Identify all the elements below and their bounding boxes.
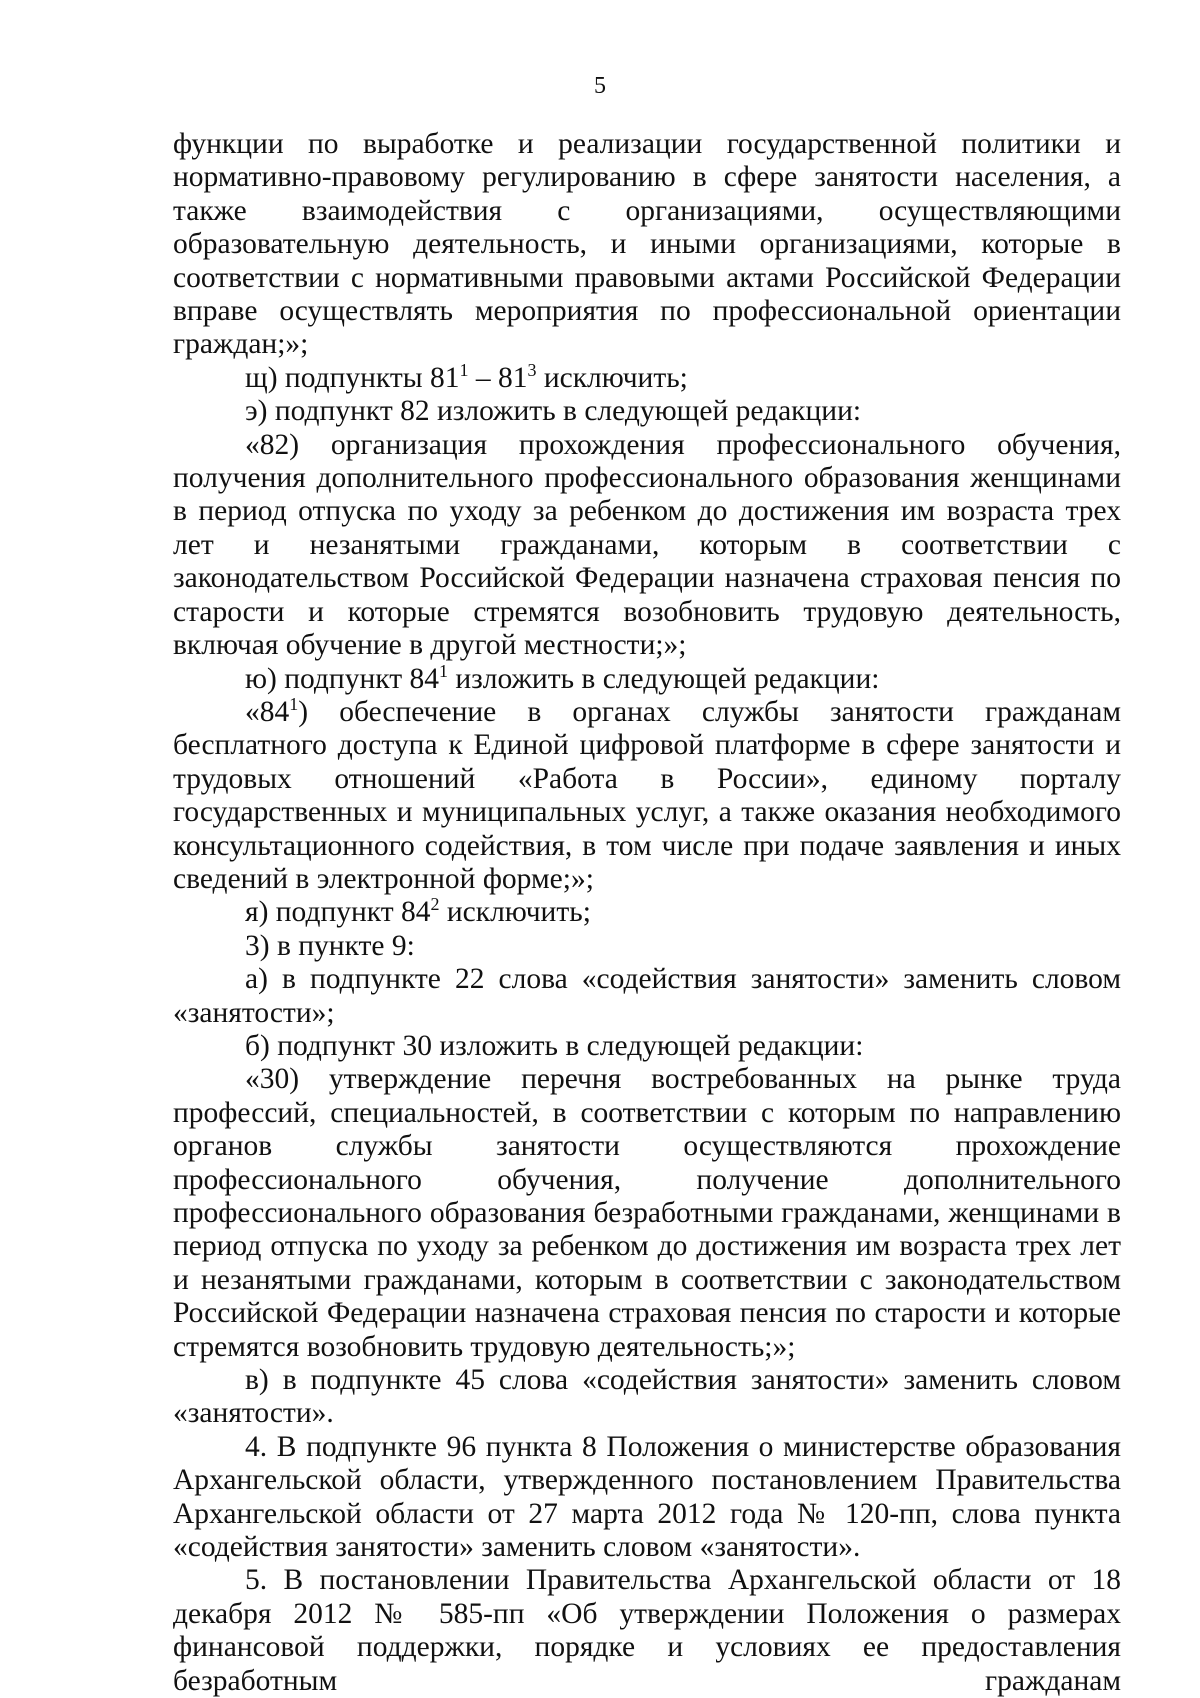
paragraph-item-v: в) в подпункте 45 слова «содействия занятости» заменить словом «занятости». (173, 1364, 1121, 1430)
paragraph-continuation: функции по выработке и реализации государственной политики и нормативно-правовому регулированию в сфере занятости населения, а также взаимодействия с организациями, осуществляющими образовательную деятельность, и иными организациями, которые в соответствии с нормативными правовыми актами Российской Федерации вправе осуществлять мероприятия по профессиональной ориентации граждан;»; (173, 128, 1121, 361)
paragraph-item-b: б) подпункт 30 изложить в следующей редакции: (245, 1029, 864, 1062)
paragraph-item-4: 4. В подпункте 96 пункта 8 Положения о министерстве образования Архангельской области, утвержденного постановлением Правительства Архангельской области от 27 марта 2012 года № 120-пп, слова пункта «содействия занятости» заменить словом «занятости». (173, 1430, 1121, 1564)
document-body (173, 128, 1121, 1698)
paragraph-quote-30: «30) утверждение перечня востребованных на рынке труда профессий, специальностей, в соответствии с которым по направлению органов службы занятости осуществляются прохождение профессионального обучения, получение дополнительного профессионального образования безработными гражданами, женщинами в период отпуска по уходу за ребенком до достижения им возраста трех лет и незанятыми гражданами, которым в соответствии с законодательством Российской Федерации назначена страховая пенсия по старости и которые стремятся возобновить трудовую деятельность;»; (173, 1063, 1121, 1363)
paragraph-item-yu: ю) подпункт $84^1$ изложить в следующей редакции: (245, 660, 880, 695)
paragraph-item-ya: я) подпункт $84^2$ исключить; (245, 894, 591, 929)
paragraph-item-5: 5. В постановлении Правительства Архангельской области от 18 декабря 2012 № 585-пп «Об утверждении Положения о размерах финансовой поддержки, порядке и условиях ее предоставления безработным гражданам (173, 1564, 1121, 1697)
paragraph-item-e: э) подпункт 82 изложить в следующей редакции: (245, 395, 862, 428)
page-number: 5 (594, 73, 606, 99)
paragraph-quote-84-1: «$84^1$) обеспечение в органах службы занятости гражданам бесплатного доступа к Единой цифровой платформе в сфере занятости и трудовых отношений «Работа в России», единому порталу государственных и муниципальных услуг, а также оказания необходимого консультационного содействия, в том числе при подаче заявления и иных сведений в электронной форме;»; (173, 694, 1121, 895)
paragraph-item-shch: щ) подпункты $81^1 - 81^3$ исключить; (245, 360, 688, 394)
paragraph-item-3: 3) в пункте 9: (245, 929, 415, 962)
paragraph-quote-82: «82) организация прохождения профессионального обучения, получения дополнительного профессионального образования женщинами в период отпуска по уходу за ребенком до достижения им возраста трех лет и незанятыми гражданами, которым в соответствии с законодательством Российской Федерации назначена страховая пенсия по старости и которые стремятся возобновить трудовую деятельность, включая обучение в другой местности;»; (173, 428, 1121, 662)
paragraph-item-a: а) в подпункте 22 слова «содействия занятости» заменить словом «занятости»; (173, 963, 1121, 1029)
